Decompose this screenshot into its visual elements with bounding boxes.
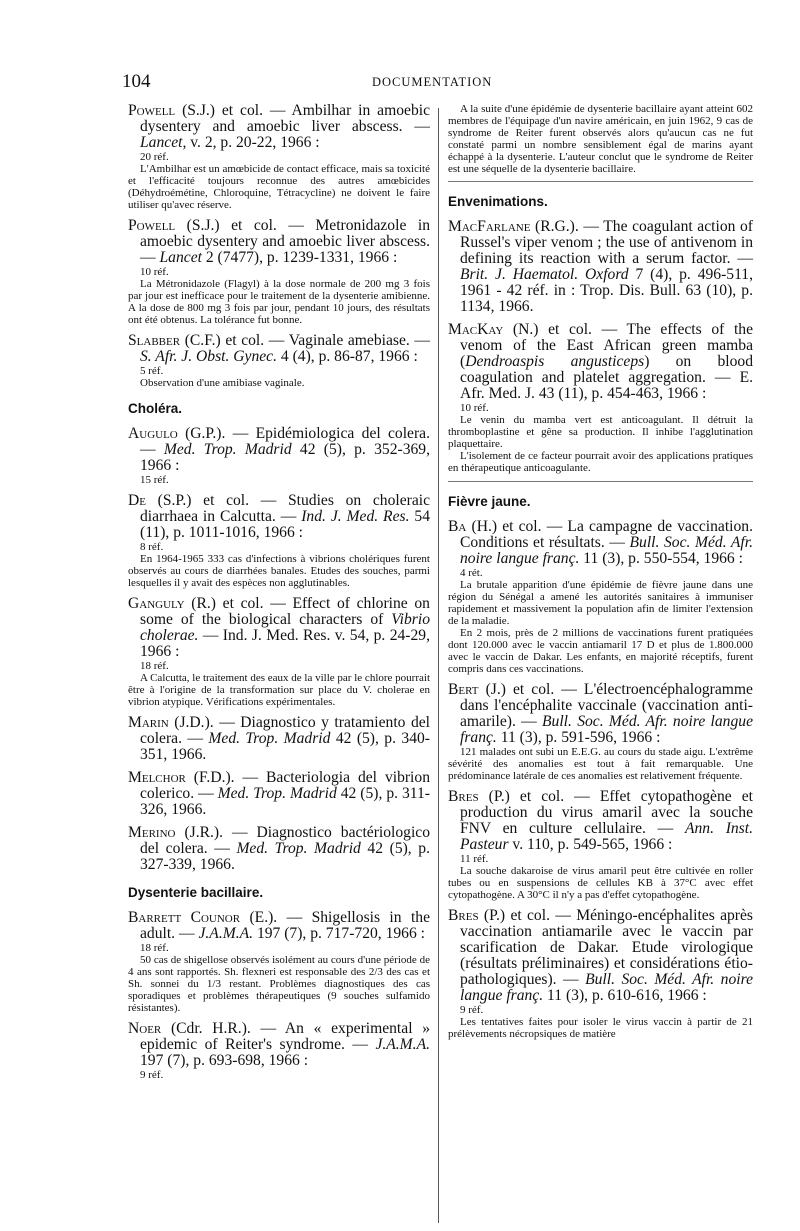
bibliography-entry: [128, 910, 430, 1014]
bibliography-entry: [128, 596, 430, 708]
abstract-note: [128, 278, 430, 326]
article-title: — Epidémiologica del colera. —: [140, 425, 430, 458]
citation-details: ) on blood coagulation and platelet aggregation. — E. Afr. Med. J. 43 (11), p. 454-463, 1966 :: [460, 353, 753, 402]
author-name: De: [128, 492, 146, 509]
author-initials: (G.P.).: [177, 425, 226, 442]
journal-name: Brit. J. Haematol. Oxford: [460, 266, 629, 283]
journal-name: Ann. Inst. Pasteur: [460, 820, 753, 853]
author-name: Powell: [128, 217, 176, 234]
journal-name: S. Afr. J. Obst. Gynec.: [140, 348, 278, 365]
bibliography-entry: [448, 519, 753, 675]
bibliography-entry: [128, 333, 430, 389]
article-title: — The coagulant action of Russel's viper venom ; the use of antivenom in defining its reaction with a serum factor. —: [460, 218, 753, 267]
author-initials: (J.R.).: [175, 824, 223, 841]
journal-name: Med. Trop. Madrid: [208, 730, 331, 747]
section-dysenterie: [128, 885, 430, 1081]
author-initials: (Cdr. H.R.).: [161, 1020, 251, 1037]
author-name: Noer: [128, 1020, 162, 1037]
author-name: MacKay: [448, 321, 504, 338]
author-initials: (N.) et col.: [503, 321, 592, 338]
citation: [448, 908, 753, 1004]
article-title: — Effect of chlorine on some of the biological characters of: [140, 595, 430, 628]
note-paragraph: Les tentatives faites pour isoler le virus vaccin à partir de 21 prélèvements nécropsiques de matière: [448, 1016, 753, 1040]
journal-name: J.A.M.A.: [375, 1036, 430, 1053]
citation: [128, 825, 430, 873]
author-initials: (E.).: [240, 909, 278, 926]
article-title: — Méningo-encéphalites après vaccination antiamarile avec le vaccin par scarification de Dakar. Etude virologique (résultats préliminaires) et considérations étio-pathologiques). —: [460, 907, 753, 988]
note-paragraph: Le venin du mamba vert est anticoagulant. Il détruit la thromboplastine et gêne sa production. Il inhibe l'agglutination plaquettaire.: [448, 414, 753, 450]
journal-name: Ind. J. Med. Res.: [301, 508, 410, 525]
journal-name: Bull. Soc. Méd. Afr. noire langue franç.: [460, 713, 753, 746]
citation: [448, 789, 753, 853]
citation-details: 11 (3), p. 550-554, 1966 :: [579, 550, 743, 567]
citation-details: 42 (5), p. 311-326, 1966.: [140, 785, 430, 818]
bibliography-entry: [128, 103, 430, 211]
section-envenimations: [448, 194, 753, 474]
abstract-note: [448, 865, 753, 901]
author-initials: (S.P.) et col.: [145, 492, 250, 509]
author-initials: (F.D.).: [185, 769, 235, 786]
journal-name: Vibrio cholerae.: [140, 611, 430, 644]
citation: [448, 519, 753, 567]
author-name: Bres: [448, 788, 479, 805]
journal-name: Bull. Soc. Méd. Afr. noire langue franç.: [460, 534, 753, 567]
bibliography-entry: [448, 322, 753, 474]
author-initials: (P.) et col.: [478, 788, 565, 805]
author-name: Barrett Counor: [128, 909, 241, 926]
citation: [128, 715, 430, 763]
author-initials: (R.G.).: [530, 218, 579, 235]
article-title: — Effet cytopathogène et production du virus amaril avec la souche FNV en culture cellulaire. —: [460, 788, 753, 837]
note-paragraph: L'Ambilhar est un amœbicide de contact efficace, mais sa toxicité et l'efficacité toujours reconnue des autres amœbicides (Déhydroémétine, Chloroquine, Tétracycline) ne doivent le faire utiliser qu'avec réserve.: [128, 163, 430, 211]
section-rule: [448, 181, 753, 182]
citation: [128, 1021, 430, 1069]
citation-details: — Ind. J. Med. Res. v. 54, p. 24-29, 1966 :: [140, 627, 430, 660]
bibliography-entry: [128, 493, 430, 589]
citation: [448, 219, 753, 315]
journal-name: Med. Trop. Madrid: [217, 785, 337, 802]
citation-details: 42 (5), p. 352-369, 1966 :: [140, 441, 430, 474]
abstract-note: [448, 579, 753, 675]
author-initials: (R.) et col.: [184, 595, 264, 612]
journal-name: Bull. Soc. Méd. Afr. noire langue franç.: [460, 971, 753, 1004]
abstract-note: [128, 377, 430, 389]
article-title: — Diagnostico y tratamiento del colera. —: [140, 714, 430, 747]
author-name: Powell: [128, 102, 176, 119]
journal-name: Lancet: [159, 249, 202, 266]
journal-name: Med. Trop. Madrid: [163, 441, 292, 458]
reference-count: 9 réf.: [140, 1069, 164, 1081]
citation-details: 2 (7477), p. 1239-1331, 1966 :: [201, 249, 398, 266]
citation: [128, 426, 430, 474]
note-paragraph: 50 cas de shigellose observés isolément au cours d'une période de 4 ans sont rapportés. Sh. flexneri est responsable des 2/3 des cas et Sh. sonnei du 1/3 restant. Problèmes diagnostiques des cas sporadiques et problèmes thérapeutiques (9 souches sulfamido résistantes).: [128, 954, 430, 1014]
article-title: — Shigellosis in the adult. —: [140, 909, 431, 942]
article-title: — Ambilhar in amoebic dysentery and amoebic liver abscess. —: [140, 102, 430, 135]
author-initials: (S.J.) et col.: [175, 217, 277, 234]
article-title: — L'électroencéphalogramme dans l'encéphalite vaccinale (vaccination anti-amarile). —: [460, 681, 753, 730]
journal-name: Lancet,: [140, 134, 187, 151]
section-heading: Dysenterie bacillaire.: [128, 885, 264, 900]
abstract-note: [128, 553, 430, 589]
abstract-note: [448, 1016, 753, 1040]
citation: [128, 333, 430, 365]
section-rule: [448, 481, 753, 482]
note-paragraph: Observation d'une amibiase vaginale.: [140, 377, 305, 389]
article-title: — Bacteriologia del vibrion colerico. —: [140, 769, 430, 802]
citation-details: v. 2, p. 20-22, 1966 :: [186, 134, 320, 151]
abstract-note: [448, 746, 753, 782]
reference-count: 9 réf.: [460, 1004, 484, 1016]
author-name: MacFarlane: [448, 218, 531, 235]
citation-details: 7 (4), p. 496-511, 1961 - 42 réf. in : Trop. Dis. Bull. 63 (10), p. 1134, 1966.: [460, 266, 753, 315]
citation: [128, 596, 430, 660]
bibliography-entry: [128, 715, 430, 763]
author-initials: (J.) et col.: [478, 681, 555, 698]
author-initials: (S.J.) et col.: [175, 102, 263, 119]
reference-count: 10 réf.: [140, 266, 169, 278]
article-title: — Vaginale amebiase. —: [264, 332, 431, 349]
left-column: [128, 103, 430, 1088]
reference-count: 4 rét.: [460, 567, 483, 579]
reference-count: 20 réf.: [140, 151, 169, 163]
citation: [128, 910, 430, 942]
bibliography-entry: [448, 219, 753, 315]
abstract-note: [128, 163, 430, 211]
article-title: — Studies on choleraic diarrhaea in Calcutta. —: [140, 492, 430, 525]
note-paragraph: 121 malades ont subi un E.E.G. au cours du stade aigu. L'extrême sévérité des anomalies est tout à fait remarquable. Une prédominance latérale de ces anomalies est relativement fréquente.: [448, 746, 753, 782]
citation-details: 42 (5), p. 327-339, 1966.: [140, 840, 430, 873]
note-paragraph: La souche dakaroise de virus amaril peut être cultivée en roller tubes ou en suspensions de cellules KB à 37°C avec effet cytopathogène. A 30°C il n'y a pas d'effet cytopathogène.: [448, 865, 753, 901]
citation-details: 11 (3), p. 591-596, 1966 :: [496, 729, 661, 746]
abstract-note: [128, 954, 430, 1014]
bibliography-entry: [448, 682, 753, 782]
section-cholera: [128, 401, 430, 873]
author-name: Merino: [128, 824, 176, 841]
article-title: — The effects of the venom of the East African green mamba (: [460, 321, 753, 370]
author-initials: (J.D.).: [168, 714, 214, 731]
citation-details: v. 110, p. 549-565, 1966 :: [508, 836, 673, 853]
continuation-note: [448, 103, 753, 175]
article-title: — La campagne de vaccination. Conditions et résultats. —: [460, 518, 753, 551]
reference-count: 18 réf.: [140, 942, 169, 954]
reference-count: 15 réf.: [140, 474, 169, 486]
entries-top: [128, 103, 430, 389]
author-name: Ganguly: [128, 595, 185, 612]
reference-count: 10 réf.: [460, 402, 489, 414]
journal-name: Med. Trop. Madrid: [236, 840, 361, 857]
reference-count: 8 réf.: [140, 541, 164, 553]
reference-count: 18 réf.: [140, 660, 169, 672]
bibliography-entry: [128, 218, 430, 326]
bibliography-entry: [128, 770, 430, 818]
section-heading: Fièvre jaune.: [448, 494, 531, 509]
abstract-note: [448, 414, 753, 474]
note-paragraph: La brutale apparition d'une épidémie de fièvre jaune dans une région du Sénégal a amené les autorités sanitaires à immuniser rapidement et massivement la population afin de limiter l'extension de la maladie.: [448, 579, 753, 627]
bibliography-entry: [128, 825, 430, 873]
citation: [448, 322, 753, 402]
note-paragraph: En 2 mois, près de 2 millions de vaccinations furent pratiquées dont 120.000 avec le vaccin antiamaril 17 D et plus de 1.800.000 avec le vaccin de Dakar. Les enfants, en majorité réceptifs, furent compris dans ces vaccinations.: [448, 627, 753, 675]
citation: [128, 493, 430, 541]
citation: [128, 218, 430, 266]
citation-details: 54 (11), p. 1011-1016, 1966 :: [140, 508, 430, 541]
page-number: 104: [122, 71, 151, 92]
reference-count: 5 réf.: [140, 365, 164, 377]
article-title: — Diagnostico bactériologico del colera. —: [140, 824, 431, 857]
note-paragraph: L'isolement de ce facteur pourrait avoir des applications pratiques en thérapeutique anticoagulante.: [448, 450, 753, 474]
author-initials: (C.F.) et col.: [180, 332, 265, 349]
section-heading: Envenimations.: [448, 194, 548, 209]
article-title: — Metronidazole in amoebic dysentery and amoebic liver abscess. —: [140, 217, 430, 266]
bibliography-entry: [128, 426, 430, 486]
right-column: [448, 103, 753, 1047]
author-name: Melchor: [128, 769, 186, 786]
note-paragraph: A la suite d'une épidémie de dysenterie bacillaire ayant atteint 602 membres de l'équipage d'un navire américain, en juin 1962, 9 cas de syndrome de Reiter furent observés alors qu'aucun cas ne fut constaté parmi un nombre sensiblement égal de marins ayant échappé à la dysenterie. L'auteur conclut que le syndrome de Reiter est une séquelle de la dysenterie bacillaire.: [448, 103, 753, 175]
author-name: Bres: [448, 907, 479, 924]
author-name: Slabber: [128, 332, 181, 349]
journal-name: J.A.M.A.: [198, 925, 254, 942]
section-heading: Choléra.: [128, 401, 183, 416]
citation: [128, 103, 430, 151]
bibliography-entry: [448, 908, 753, 1040]
abstract-note: [128, 672, 430, 708]
author-name: Augulo: [128, 425, 178, 442]
section-fievre: [448, 494, 753, 1040]
article-title: — An « experimental » epidemic of Reiter's syndrome. —: [140, 1020, 431, 1053]
running-title: DOCUMENTATION: [372, 75, 493, 89]
note-paragraph: A Calcutta, le traitement des eaux de la ville par le chlore pourrait être à l'origine de la transformation sur place du V. cholerae en vibrion atypique. Vérifications expérimentales.: [128, 672, 430, 708]
citation-details: 4 (4), p. 86-87, 1966 :: [277, 348, 418, 365]
author-name: Marin: [128, 714, 169, 731]
citation: [128, 770, 430, 818]
citation-details: 197 (7), p. 693-698, 1966 :: [140, 1052, 309, 1069]
citation-details: 197 (7), p. 717-720, 1966 :: [253, 925, 425, 942]
note-paragraph: La Métronidazole (Flagyl) à la dose normale de 200 mg 3 fois par jour est inefficace pour le traitement de la dysenterie amibienne. A la dose de 800 mg 3 fois par jour, pendant 10 jours, des résultats ont été obtenus. La tolérance fut bonne.: [128, 278, 430, 326]
citation-details: 11 (3), p. 610-616, 1966 :: [543, 987, 707, 1004]
journal-name: Dendroaspis angusticeps: [465, 353, 645, 370]
bibliography-entry: [448, 789, 753, 901]
author-name: Ba: [448, 518, 467, 535]
citation: [448, 682, 753, 746]
column-divider: [438, 108, 439, 1223]
author-initials: (P.) et col.: [478, 907, 550, 924]
author-name: Bert: [448, 681, 479, 698]
reference-count: 11 réf.: [460, 853, 489, 865]
note-paragraph: En 1964-1965 333 cas d'infections à vibrions cholériques furent observés au cours de diarrhées banales. Etudes des souches, parmi lesquelles il y avait des espèces non agglutinables.: [128, 553, 430, 589]
citation-details: 42 (5), p. 340-351, 1966.: [140, 730, 430, 763]
bibliography-entry: [128, 1021, 430, 1081]
author-initials: (H.) et col.: [466, 518, 542, 535]
